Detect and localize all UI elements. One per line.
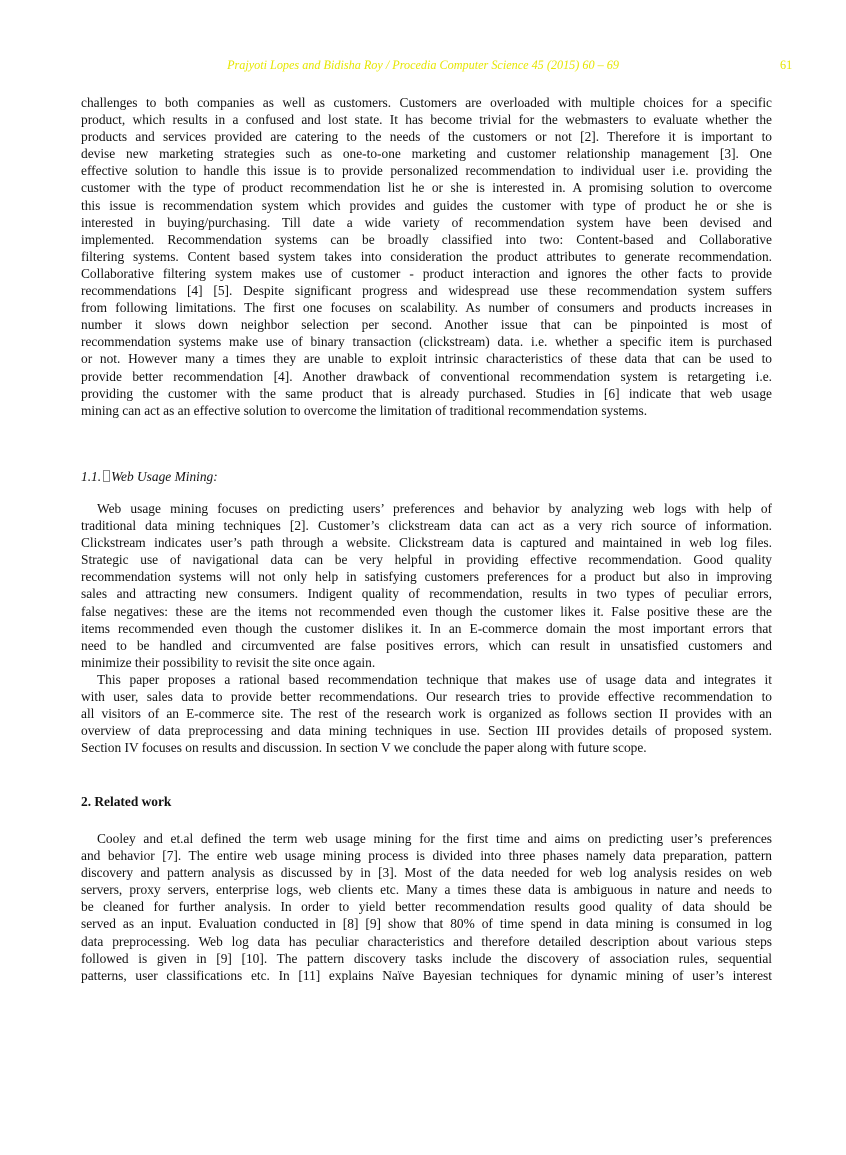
text-line: Collaborative filtering system makes use of customer - product interaction and ignores the other facts to provide [81,265,772,281]
text-line: be cleaned for further analysis. In order to yield better recommendation results good quality of data should be [81,899,772,915]
text-line: from following limitations. The first one focuses on scalability. As number of consumers and products increases in [81,300,772,316]
text-line: recommendation systems will not only help in satisfying customers preferences for a product but also in improving [81,569,772,585]
text-line: with user, sales data to provide better recommendations. Our research tries to provide effective recommendation to [81,689,772,705]
paragraph-related-work [81,830,772,984]
text-line: filtering systems. Content based system takes into consideration the product attributes to generate recommendation. [81,248,772,264]
text-line: sales and attracting new consumers. Indigent quality of recommendation, results in two types of peculiar errors, [81,586,772,602]
text-line: false negatives: these are the items not recommended even though the customer likes it. False positive these are the [81,603,772,619]
missing-glyph-icon [103,470,110,482]
text-line: provide better recommendation [4]. Another drawback of conventional recommendation system is retargeting i.e. [81,368,772,384]
text-line: Strategic use of navigational data can be very helpful in providing effective recommendation. Good quality [81,552,772,568]
text-line: number it slows down neighbor selection per second. Another issue that can be pinpointed is most of [81,317,772,333]
text-line: interested in buying/purchasing. Till date a wide variety of recommendation system have been devised and [81,214,772,230]
text-line: recommendation systems make use of binary transaction (clickstream) data. i.e. whether a specific item is purchased [81,334,772,350]
text-line: all visitors of an E-commerce site. The rest of the research work is organized as follows section II provides with an [81,706,772,722]
text-line: traditional data mining techniques [2]. Customer’s clickstream data can act as a very rich source of information. [81,518,772,534]
text-line: served as an input. Evaluation conducted in [8] [9] show that 80% of time spend in data mining is consumed in log [81,916,772,932]
text-line: implemented. Recommendation systems can be broadly classified into two: Content-based and Collaborative [81,231,772,247]
text-line: Clickstream indicates user’s path through a website. Clickstream data is captured and maintained in web log files. [81,535,772,551]
text-line: and behavior [7]. The entire web usage mining process is divided into three phases namely data preparation, pattern [81,848,772,864]
text-line: data preprocessing. Web log data has peculiar characteristics and therefore detailed description about various steps [81,933,772,949]
text-line: mining can act as an effective solution to overcome the limitation of traditional recommendation systems. [81,402,648,418]
text-line: items recommended even though the customer dislikes it. In an E-commerce domain the most important errors that [81,620,772,636]
text-line: servers, proxy servers, enterprise logs, web clients etc. Many a times these data is ambiguous in nature and needs to [81,882,772,898]
text-line: overview of data preprocessing and data mining techniques in use. Section III provides details of proposed system. [81,723,772,739]
text-line: minimize their possibility to revisit the site once again. [81,654,376,670]
section-heading: 2. Related work [81,794,172,809]
text-line: products and services provided are catering to the needs of the customers or not [2]. Therefore it is important to [81,129,772,145]
paragraph-paper-outline [81,671,772,756]
text-line: Web usage mining focuses on predicting users’ preferences and behavior by analyzing web logs with help of [97,501,772,516]
text-line: Cooley and et.al defined the term web usage mining for the first time and aims on predicting user’s preferences [97,831,772,846]
text-line: patterns, user classifications etc. In [11] explains Naïve Bayesian techniques for dynamic mining of user’s interest [81,967,772,983]
text-line: effective solution to handle this issue is to provide personalized recommendation to individual user i.e. providing the [81,163,772,179]
subsection-title: Web Usage Mining: [111,469,218,484]
text-line: discovery and pattern analysis as discussed by in [3]. Most of the data needed for web log analysis resides on web [81,865,772,881]
text-line: recommendations [4] [5]. Despite significant progress and widespread use these recommendation system suffers [81,283,772,299]
subsection-number: 1.1. [81,469,102,484]
text-line: customer with the type of product recommendation list he or she is interested in. A promising solution to overcome [81,180,772,196]
text-line: Section IV focuses on results and discussion. In section V we conclude the paper along with future scope. [81,740,647,756]
text-line: devise new marketing strategies such as one-to-one marketing and customer relationship management [3]. One [81,146,772,162]
paragraph-web-usage-mining [81,500,772,671]
text-line: or not. However many a times they are unable to exploit intrinsic characteristics of these data that can be used to [81,351,772,367]
text-line: followed is given in [9] [10]. The pattern discovery tasks include the discovery of association rules, sequential [81,950,772,966]
page-number: 61 [780,58,793,72]
text-line: providing the customer with the same product that is already purchased. Studies in [6] indicate that web usage [81,385,772,401]
running-header: Prajyoti Lopes and Bidisha Roy / Procedia Computer Science 45 (2015) 60 – 69 [227,58,619,72]
paragraph-intro-continued [81,94,772,419]
text-line: challenges to both companies as well as customers. Customers are overloaded with multiple choices for a specific [81,95,772,110]
text-line: this issue is recommendation system which provides and guides the customer with type of product he or she is [81,197,772,213]
subsection-heading [81,469,218,485]
text-line: need to be handled and circumvented are false positives errors, which can result in unsatisfied customers and [81,637,772,653]
text-line: product, which results in a confused and lost state. It has become trivial for the webmasters to evaluate whether the [81,112,772,128]
text-line: This paper proposes a rational based recommendation technique that makes use of usage data and integrates it [97,672,772,687]
